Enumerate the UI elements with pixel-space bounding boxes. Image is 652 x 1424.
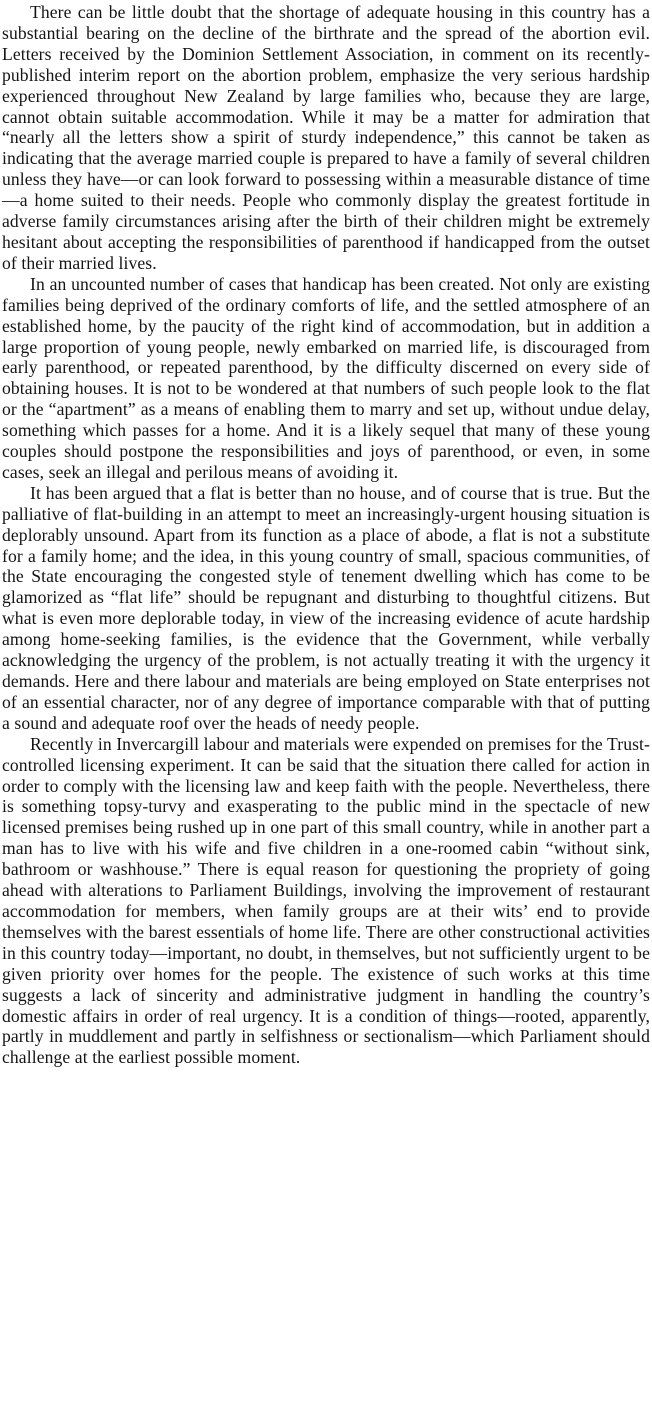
paragraph-housing-shortage: There can be little doubt that the shortage of adequate housing in this country has a substantial bearing on the decline of the birthrate and the spread of the abortion evil. Letters received by the Dominion Settlement Association, in comment on its recently-published interim report on the abortion problem, emphasize the very serious hardship experienced throughout New Zealand by large families who, because they are large, cannot obtain suitable accommodation. While it may be a matter for admiration that “nearly all the letters show a spirit of sturdy independence,” this cannot be taken as indicating that the average married couple is prepared to have a family of several children unless they have—or can look forward to possessing within a measurable distance of time—a home suited to their needs. People who commonly display the greatest fortitude in adverse family circumstances arising after the birth of their children might be extremely hesitant about accepting the responsibilities of parenthood if handicapped from the outset of their married lives. [2, 2, 650, 273]
paragraph-invercargill: Recently in Invercargill labour and materials were expended on premises for the Trust-controlled licensing experiment. It can be said that the situation there called for action in order to comply with the licensing law and keep faith with the people. Nevertheless, there is something topsy-turvy and exasperating to the public mind in the spectacle of new licensed premises being rushed up in one part of this small country, while in another part a man has to live with his wife and five children in a one-roomed cabin “without sink, bathroom or washhouse.” There is equal reason for questioning the propriety of going ahead with alterations to Parliament Buildings, involving the improvement of restaurant accommodation for members, when family groups are at their wits’ end to provide themselves with the barest essentials of home life. There are other constructional activities in this country today—important, no doubt, in themselves, but not sufficiently urgent to be given priority over homes for the people. The existence of such works at this time suggests a lack of sincerity and administrative judgment in handling the country’s domestic affairs in order of real urgency. It is a condition of things—rooted, apparently, partly in muddlement and partly in selfishness or sectionalism—which Parliament should challenge at the earliest possible moment. [2, 733, 650, 1068]
paragraph-flat-building: It has been argued that a flat is better than no house, and of course that is true. But the palliative of flat-building in an attempt to meet an increasingly-urgent housing situation is deplorably unsound. Apart from its function as a place of abode, a flat is not a substitute for a family home; and the idea, in this young country of small, spacious communities, of the State encouraging the congested style of tenement dwelling which has come to be glamorized as “flat life” should be repugnant and disturbing to thoughtful citizens. But what is even more deplorable today, in view of the increasing evidence of acute hardship among home-seeking families, is the evidence that the Government, while verbally acknowledging the urgency of the problem, is not actually treating it with the urgency it demands. Here and there labour and materials are being employed on State enterprises not of an essential character, nor of any degree of importance comparable with that of putting a sound and adequate roof over the heads of needy people. [2, 482, 650, 733]
article-body [2, 2, 650, 1068]
paragraph-uncounted-cases: In an uncounted number of cases that handicap has been created. Not only are existing families being deprived of the ordinary comforts of life, and the settled atmosphere of an established home, by the paucity of the right kind of accommodation, but in addition a large proportion of young people, newly embarked on married life, is discouraged from early parenthood, or repeated parenthood, by the difficulty discerned on every side of obtaining houses. It is not to be wondered at that numbers of such people look to the flat or the “apartment” as a means of enabling them to marry and set up, without undue delay, something which passes for a home. And it is a likely sequel that many of these young couples should postpone the responsibilities and joys of parenthood, or even, in some cases, seek an illegal and perilous means of avoiding it. [2, 273, 650, 482]
